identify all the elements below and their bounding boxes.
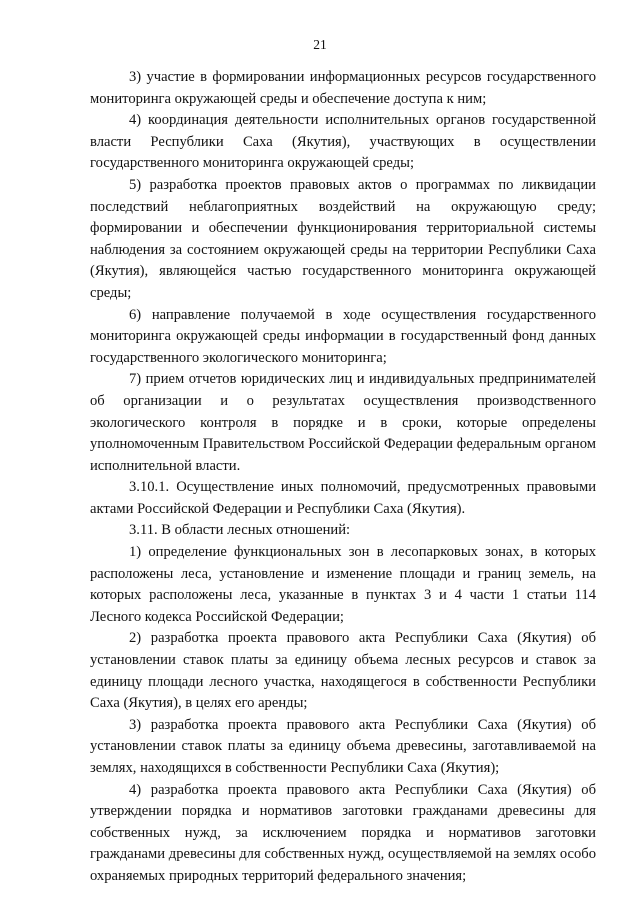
paragraph-item-5: 5) разработка проектов правовых актов о программах по ликвидации последствий неблагоприятных воздействий на окружающую среду; формировании и обеспечении функционирования территориальной системы наблюдения за состоянием окружающей среды на территории Республики Саха (Якутия), являющейся частью государственного мониторинга окружающей среды;: [90, 176, 596, 301]
document-body: [90, 67, 596, 888]
paragraph-forest-item-1: 1) определение функциональных зон в лесопарковых зонах, в которых расположены леса, установление и изменение площади и границ земель, на которых расположены леса, указанные в пунктах 3 и 4 части 1 статьи 114 Лесного кодекса Российской Федерации;: [90, 544, 596, 625]
paragraph-item-7: 7) прием отчетов юридических лиц и индивидуальных предпринимателей об организации и о результатах осуществления производственного экологического контроля в порядке и в сроки, которые определены уполномоченным Правительством Российской Федерации федеральным органом исполнительной власти.: [90, 371, 596, 474]
page-number: 21: [313, 37, 327, 52]
paragraph-item-3: 3) участие в формировании информационных ресурсов государственного мониторинга окружающей среды и обеспечение доступа к ним;: [90, 69, 596, 107]
paragraph-forest-item-4: 4) разработка проекта правового акта Республики Саха (Якутия) об утверждении порядка и нормативов заготовки гражданами древесины для собственных нужд, за исключением порядка и нормативов заготовки гражданами древесины для собственных нужд, осуществляемой на землях особо охраняемых природных территорий федерального значения;: [90, 781, 596, 884]
paragraph-section-3-11-heading: 3.11. В области лесных отношений:: [129, 522, 351, 539]
paragraph-item-6: 6) направление получаемой в ходе осуществления государственного мониторинга окружающей среды информации в государственный фонд данных государственного экологического мониторинга;: [90, 306, 596, 366]
paragraph-forest-item-2: 2) разработка проекта правового акта Республики Саха (Якутия) об установлении ставок платы за единицу объема лесных ресурсов и ставок за единицу площади лесного участка, находящегося в собственности Республики Саха (Якутия), в целях его аренды;: [90, 630, 596, 712]
paragraph-section-3-10-1: 3.10.1. Осуществление иных полномочий, предусмотренных правовыми актами Российской Федерации и Республики Саха (Якутия).: [90, 479, 596, 517]
paragraph-item-4: 4) координация деятельности исполнительных органов государственной власти Республики Саха (Якутия), участвующих в осуществлении государственного мониторинга окружающей среды;: [90, 112, 596, 172]
paragraph-forest-item-3: 3) разработка проекта правового акта Республики Саха (Якутия) об установлении ставок платы за единицу объема древесины, заготавливаемой на землях, находящихся в собственности Республики Саха (Якутия);: [90, 716, 596, 776]
